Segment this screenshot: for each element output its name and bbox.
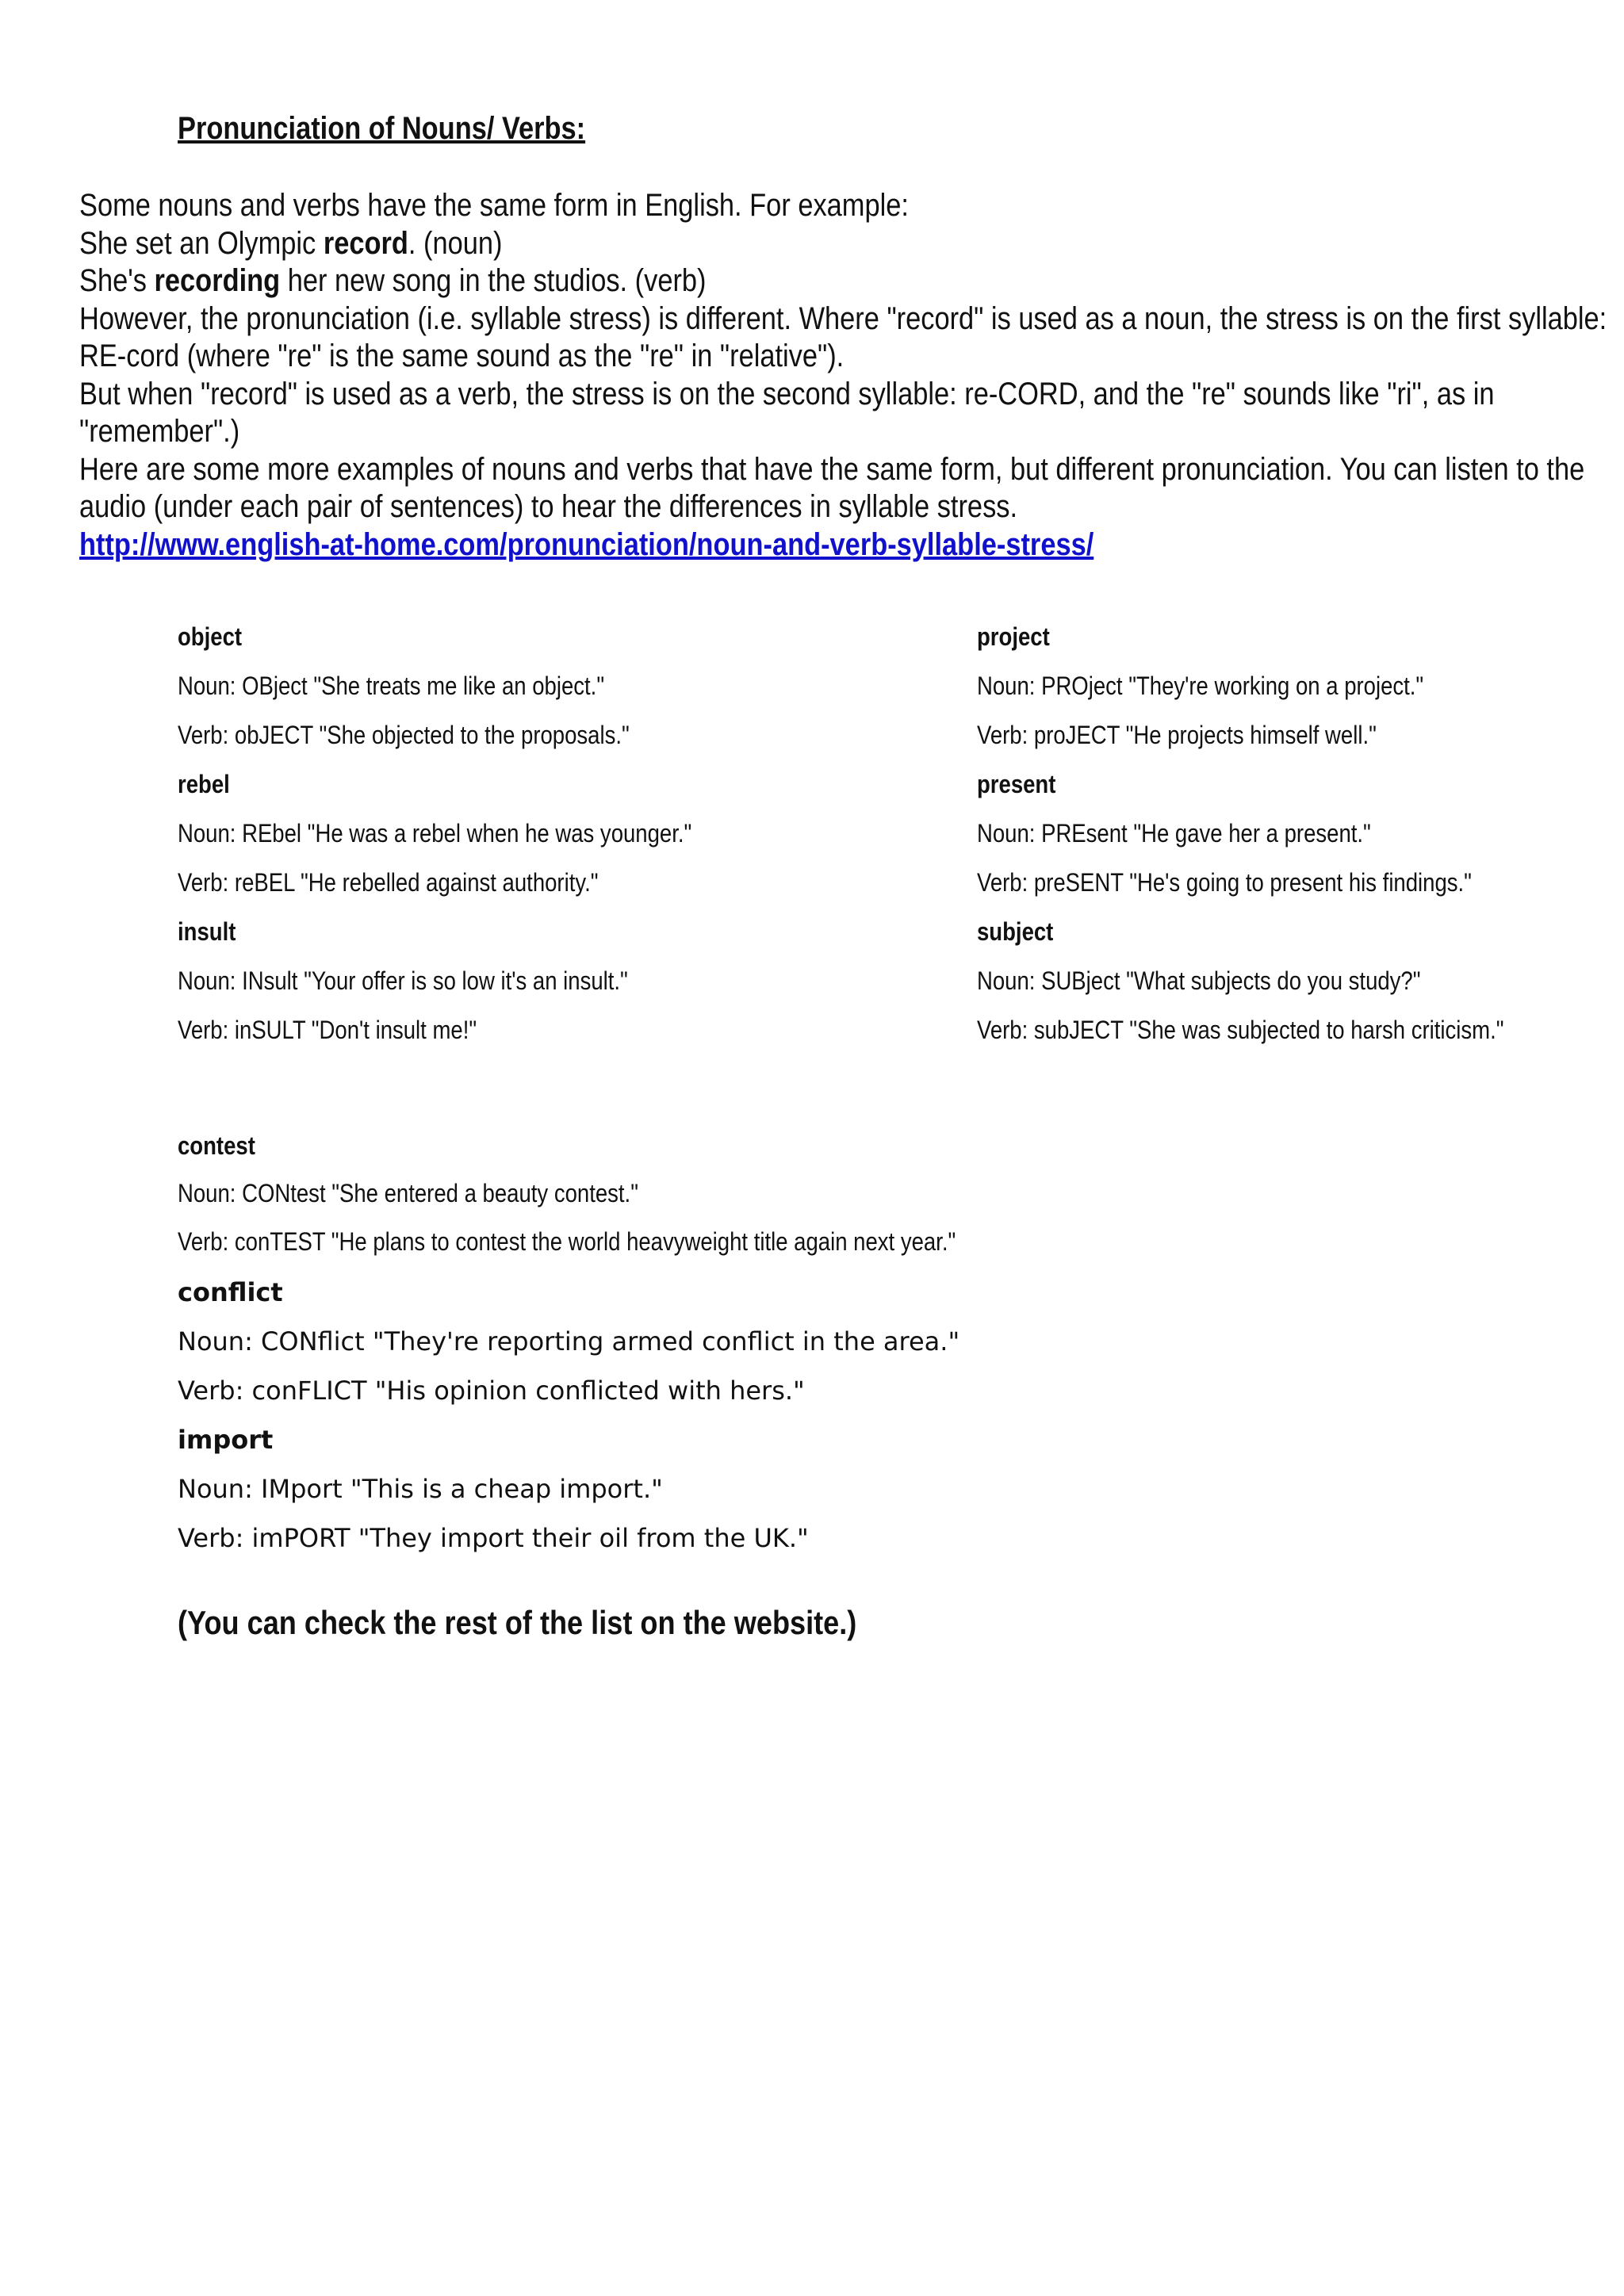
noun-example: Noun: CONtest "She entered a beauty contest.": [178, 1179, 638, 1207]
noun-example: Noun: PREsent "He gave her a present.": [977, 819, 1371, 848]
intro-paragraph: However, the pronunciation (i.e. syllable stress) is different. Where "record" is used as a noun, the stress is on the first syllable: RE-cord (where "re" is the same sound as the "re" in "relative").: [79, 300, 1607, 373]
word-entry: [178, 1424, 1050, 1571]
verb-example: Verb: conFLICT "His opinion conflicted with hers.": [178, 1376, 805, 1406]
example-text: She's: [79, 263, 155, 298]
word-heading: subject: [977, 917, 1054, 946]
word-entry: [977, 768, 1624, 916]
word-heading: object: [178, 622, 243, 651]
intro-example-noun: [79, 225, 1624, 263]
word-heading: conflict: [178, 1277, 283, 1307]
noun-example: Noun: PROject "They're working on a project.": [977, 672, 1424, 700]
word-heading: contest: [178, 1131, 255, 1160]
example-text: her new song in the studios. (verb): [280, 263, 707, 298]
link-paragraph: [79, 526, 1624, 564]
verb-example: Verb: imPORT "They import their oil from the UK.": [178, 1523, 809, 1553]
word-entry: [977, 621, 1624, 768]
right-column: [977, 621, 1624, 1063]
noun-example: Noun: REbel "He was a rebel when he was younger.": [178, 819, 692, 848]
word-heading: project: [977, 622, 1050, 651]
example-keyword: recording: [154, 263, 281, 298]
example-text: She set an Olympic: [79, 225, 324, 261]
left-column: [178, 621, 928, 1063]
word-entry: [178, 768, 928, 916]
verb-example: Verb: proJECT "He projects himself well.": [977, 721, 1377, 749]
example-keyword: record: [323, 225, 408, 261]
intro-example-verb: [79, 262, 1624, 300]
intro-paragraph: Some nouns and verbs have the same form in English. For example:: [79, 188, 909, 223]
verb-example: Verb: preSENT "He's going to present his findings.": [977, 868, 1472, 897]
intro-text: [79, 187, 1624, 564]
word-entry: [977, 916, 1624, 1063]
word-heading: present: [977, 770, 1056, 798]
noun-example: Noun: OBject "She treats me like an object.": [178, 672, 605, 700]
website-link[interactable]: http://www.english-at-home.com/pronunciation/noun-and-verb-syllable-stress/: [79, 526, 1094, 562]
example-text: . (noun): [408, 225, 503, 261]
contest-entry: [178, 1130, 956, 1274]
verb-example: Verb: conTEST "He plans to contest the world heavyweight title again next year.": [178, 1227, 956, 1256]
word-entry: [178, 621, 928, 768]
verb-example: Verb: inSULT "Don't insult me!": [178, 1016, 477, 1044]
closing-note: (You can check the rest of the list on the website.): [178, 1604, 857, 1641]
verb-example: Verb: reBEL "He rebelled against authority.": [178, 868, 599, 897]
word-entry: [178, 1276, 1050, 1424]
intro-paragraph: But when "record" is used as a verb, the stress is on the second syllable: re-CORD, and the "re" sounds like "ri", as in "remember".): [79, 376, 1495, 449]
noun-example: Noun: CONflict "They're reporting armed conflict in the area.": [178, 1326, 960, 1357]
noun-example: Noun: INsult "Your offer is so low it's an insult.": [178, 966, 628, 995]
intro-paragraph: Here are some more examples of nouns and verbs that have the same form, but different pronunciation. You can listen to the audio (under each pair of sentences) to hear the differences in syllable stress.: [79, 451, 1585, 524]
word-heading: insult: [178, 917, 236, 946]
page-title: Pronunciation of Nouns/ Verbs:: [178, 111, 586, 146]
word-entry: [178, 916, 928, 1063]
noun-example: Noun: SUBject "What subjects do you study?": [977, 966, 1421, 995]
verb-example: Verb: subJECT "She was subjected to harsh criticism.": [977, 1016, 1504, 1044]
verb-example: Verb: obJECT "She objected to the proposals.": [178, 721, 630, 749]
noun-example: Noun: IMport "This is a cheap import.": [178, 1474, 663, 1504]
wide-entries: [178, 1276, 1050, 1571]
word-heading: import: [178, 1425, 274, 1455]
word-heading: rebel: [178, 770, 230, 798]
